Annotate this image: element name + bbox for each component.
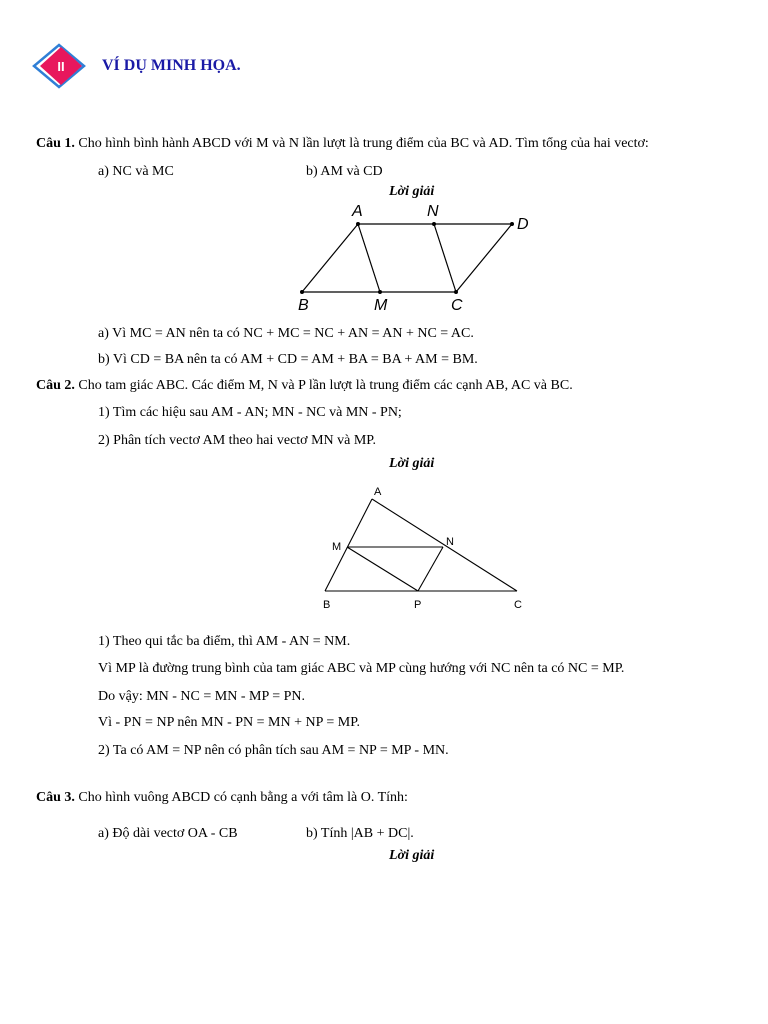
q1-point-b: B [298,297,309,314]
q1-part-b: b) AM và CD [306,164,383,179]
q1-solution-b: b) Vì CD = BA nên ta có AM + CD = AM + BA = BA + AM = BM. [98,352,478,367]
q2-point-n: N [446,536,454,548]
q3-text: Cho hình vuông ABCD có cạnh bằng a với tâm là O. Tính: [78,790,408,805]
q1-text: Cho hình bình hành ABCD với M và N lần lượt là trung điểm của BC và AD. Tìm tổng của hai vectơ: [78,136,649,151]
q2-item-1: 1) Tìm các hiệu sau AM - AN; MN - NC và MN - PN; [98,405,402,420]
section-badge-icon [32,42,90,90]
q1-point-c: C [451,297,463,314]
q1-solution-a: a) Vì MC = AN nên ta có NC + MC = NC + AN = AN + NC = AC. [98,326,474,341]
q2-solution-1: 1) Theo qui tắc ba điểm, thì AM - AN = NM. [98,634,351,649]
section-number: II [57,59,65,74]
q1-label: Câu 1. [36,136,75,151]
q2-solution-2: Vì MP là đường trung bình của tam giác ABC và MP cùng hướng với NC nên ta có NC = MP. [98,661,625,676]
q3-part-b: b) Tính |AB + DC|. [306,826,414,841]
q2-point-b: B [323,599,331,611]
q2-text: Cho tam giác ABC. Các điểm M, N và P lần lượt là trung điểm các cạnh AB, AC và BC. [78,378,573,393]
q2-solution-5: 2) Ta có AM = NP nên có phân tích sau AM = NP = MP - MN. [98,743,449,758]
q1-solution-label: Lời giải [389,184,435,199]
q2-point-a: A [374,486,382,498]
q1-point-m: M [374,297,388,314]
q1-parallelogram-figure [290,198,540,318]
q3-solution-label: Lời giải [389,848,435,863]
q2-solution-label: Lời giải [389,456,435,471]
q3-label: Câu 3. [36,790,75,805]
q2-point-p: P [414,599,422,611]
q2-solution-4: Vì - PN = NP nên MN - PN = MN + NP = MP. [98,715,360,730]
q3-part-a: a) Độ dài vectơ OA - CB [98,826,238,841]
q2-point-c: C [514,599,522,611]
q3-stem [36,790,408,806]
q2-item-2: 2) Phân tích vectơ AM theo hai vectơ MN và MP. [98,433,377,448]
section-title: VÍ DỤ MINH HỌA. [102,57,241,74]
q1-part-a: a) NC và MC [98,164,174,179]
q2-solution-3: Do vậy: MN - NC = MN - MP = PN. [98,689,306,704]
q1-point-n: N [427,203,439,220]
q1-point-d: D [517,216,529,233]
q2-triangle-figure [316,480,531,615]
q1-point-a: A [352,203,363,220]
q1-stem [36,136,649,152]
q2-stem [36,378,573,394]
q2-label: Câu 2. [36,378,75,393]
q2-point-m: M [332,541,342,553]
